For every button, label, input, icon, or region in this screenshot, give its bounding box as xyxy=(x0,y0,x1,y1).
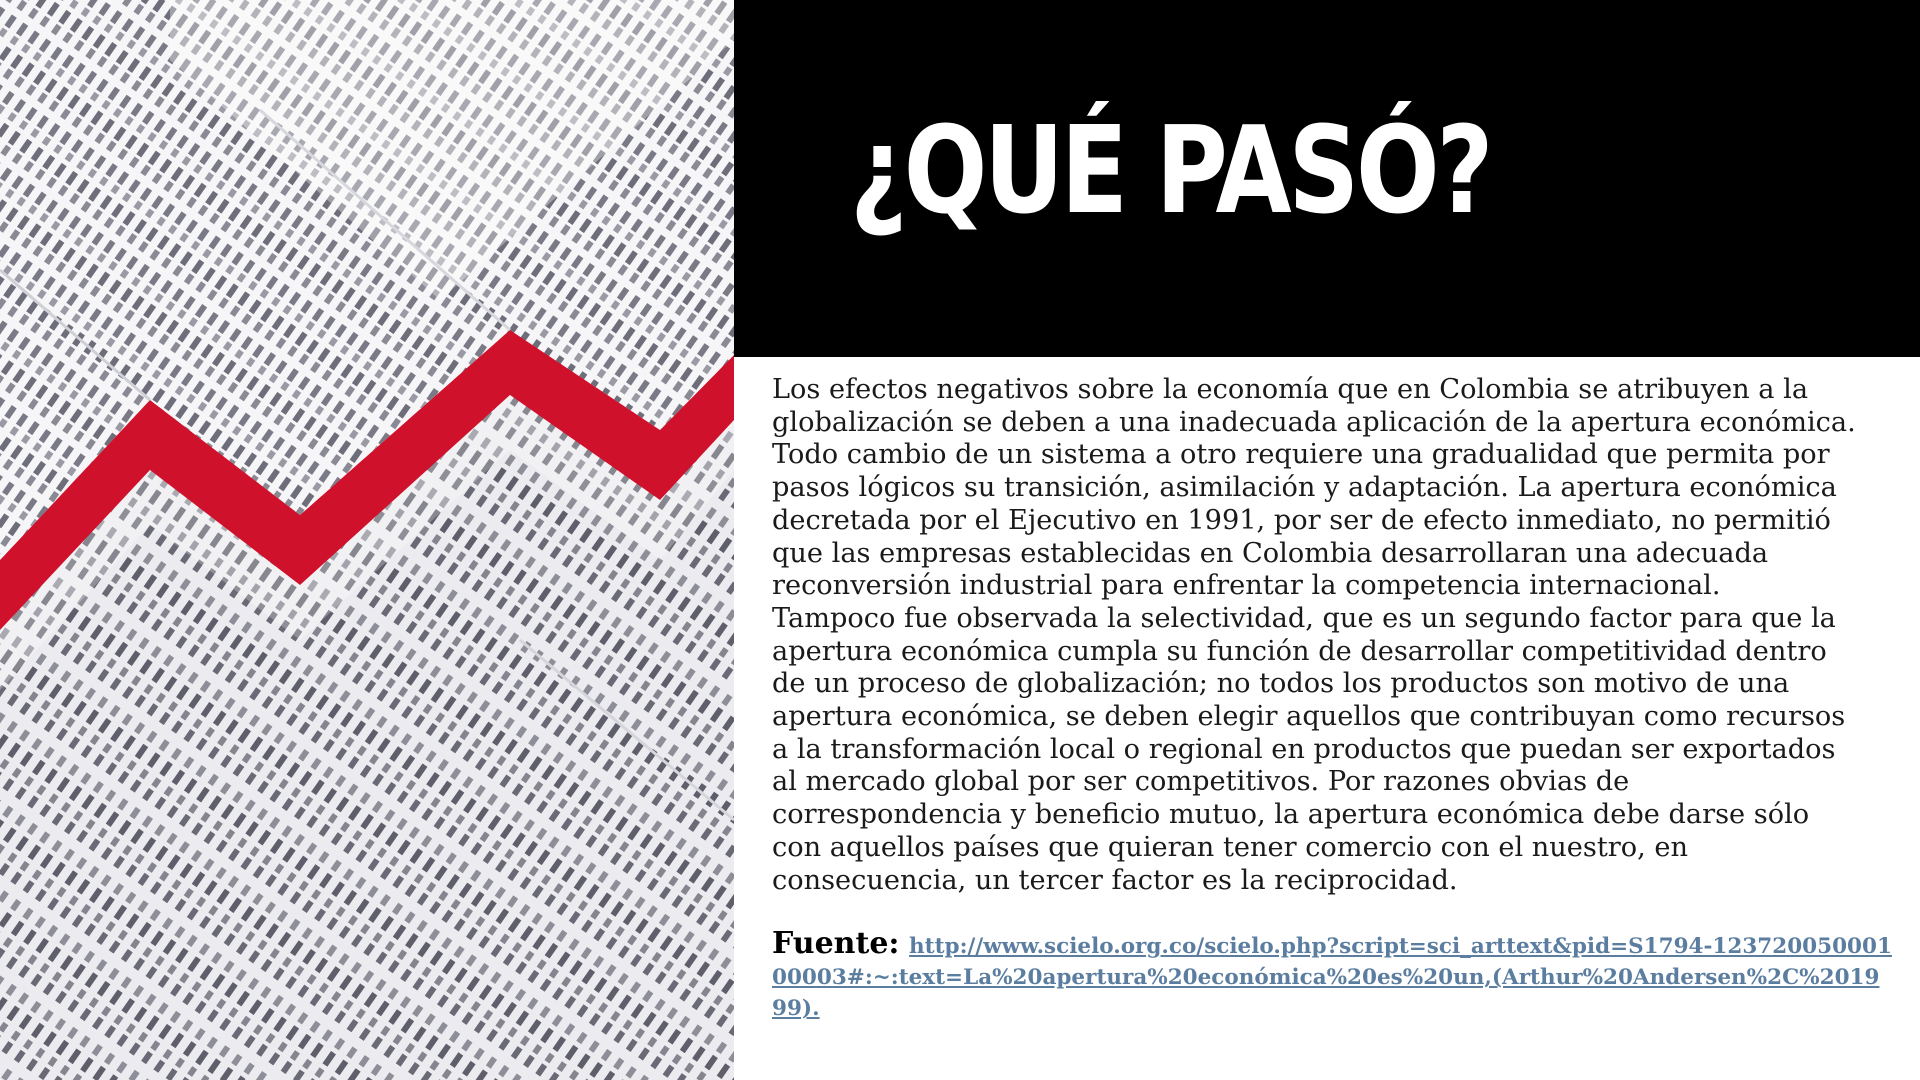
source-citation xyxy=(772,926,1892,1023)
source-link[interactable]: http://www.scielo.org.co/scielo.php?script=sci_arttext&pid=S1794-12372005000100003#:~:text=La%20apertura%20económica%20es%20un,(Arthur%20Andersen%2C%201999). xyxy=(772,934,1892,1022)
content-area xyxy=(772,374,1892,1023)
body-paragraph: Los efectos negativos sobre la economía que en Colombia se atribuyen a la globalización se deben a una inadecuada aplicación de la apertura económica. Todo cambio de un sistema a otro requiere una gradualidad que permita por pasos lógicos su transición, asimilación y adaptación. La apertura económica decretada por el Ejecutivo en 1991, por ser de efecto inmediato, no permitió que las empresas establecidas en Colombia desarrollaran una adecuada reconversión industrial para enfrentar la competencia internacional. Tampoco fue observada la selectividad, que es un segundo factor para que la apertura económica cumpla su función de desarrollar competitividad dentro de un proceso de globalización; no todos los productos son motivo de una apertura económica, se deben elegir aquellos que contribuyan como recursos a la transformación local o regional en productos que puedan ser exportados al mercado global por ser competitivos. Por razones obvias de correspondencia y beneficio mutuo, la apertura económica debe darse sólo con aquellos países que quieran tener comercio con el nuestro, en consecuencia, un tercer factor es la reciprocidad. xyxy=(772,374,1856,896)
financial-numbers-photo xyxy=(0,0,734,1080)
title-band xyxy=(734,0,1920,357)
financial-numbers-photo-icon xyxy=(0,0,734,1080)
slide-title: ¿QUÉ PASÓ? xyxy=(850,102,1491,241)
source-label: Fuente: xyxy=(772,926,900,962)
